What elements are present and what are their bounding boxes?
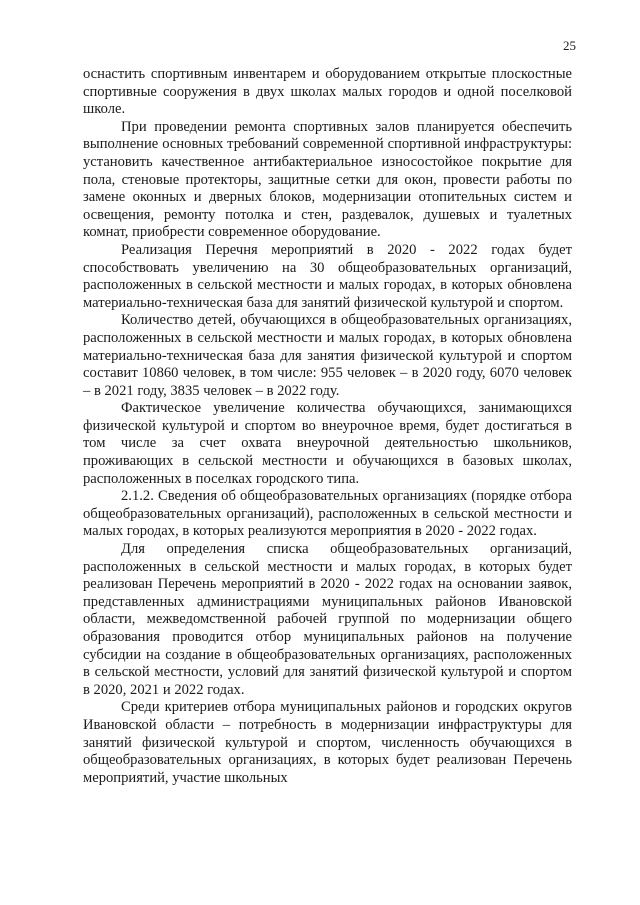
paragraph-continuation: оснастить спортивным инвентарем и оборудованием открытые плоскостные спортивные сооружения в двух школах малых городов и одной поселковой школе. (83, 66, 572, 118)
body-text (83, 66, 572, 787)
paragraph-gym-renovation: При проведении ремонта спортивных залов планируется обеспечить выполнение основных требований современной спортивной инфраструктуры: установить качественное антибактериальное износостойкое покрытие для пола, стеновые протекторы, защитные сетки для окон, провести работы по замене оконных и дверных блоков, модернизации отопительных систем и освещения, ремонту потолка и стен, раздевалок, душевых и туалетных комнат, приобрести современное оборудование. (83, 118, 572, 241)
page-number: 25 (563, 38, 576, 53)
paragraph-criteria: Среди критериев отбора муниципальных районов и городских округов Ивановской области – потребность в модернизации инфраструктуры для занятий физической культурой и спортом, численность обучающихся в общеобразовательных организациях, в которых будет реализован Перечень мероприятий, участие школьных (83, 699, 572, 786)
section-heading-2-1-2: 2.1.2. Сведения об общеобразовательных организациях (порядке отбора общеобразовательных организаций), расположенных в сельской местности и малых городах, в которых реализуются мероприятия в 2020 - 2022 годах. (83, 488, 572, 540)
paragraph-student-count: Количество детей, обучающихся в общеобразовательных организациях, расположенных в сельской местности и малых городах, в которых обновлена материально-техническая база для занятия физической культурой и спортом составит 10860 человек, в том числе: 955 человек – в 2020 году, 6070 человек – в 2021 году, 3835 человек – в 2022 году. (83, 312, 572, 399)
paragraph-actual-increase: Фактическое увеличение количества обучающихся, занимающихся физической культурой и спортом во внеурочное время, будет достигаться в том числе за счет охвата внеурочной деятельностью школьников, проживающих в сельской местности и обучающихся в базовых школах, расположенных в поселках городского типа. (83, 400, 572, 487)
paragraph-implementation: Реализация Перечня мероприятий в 2020 - 2022 годах будет способствовать увеличению на 30 общеобразовательных организаций, расположенных в сельской местности и малых городах, в которых обновлена материально-техническая база для занятий физической культурой и спортом. (83, 241, 572, 311)
paragraph-selection-procedure: Для определения списка общеобразовательных организаций, расположенных в сельской местности и малых городах, в которых будет реализован Перечень мероприятий в 2020 - 2022 годах на основании заявок, представленных администрациями муниципальных районов Ивановской области, межведомственной рабочей группой по модернизации общего образования проводится отбор муниципальных районов на получение субсидии на создание в общеобразовательных организациях, расположенных в сельской местности, условий для занятий физической культурой и спортом в 2020, 2021 и 2022 годах. (83, 541, 572, 698)
